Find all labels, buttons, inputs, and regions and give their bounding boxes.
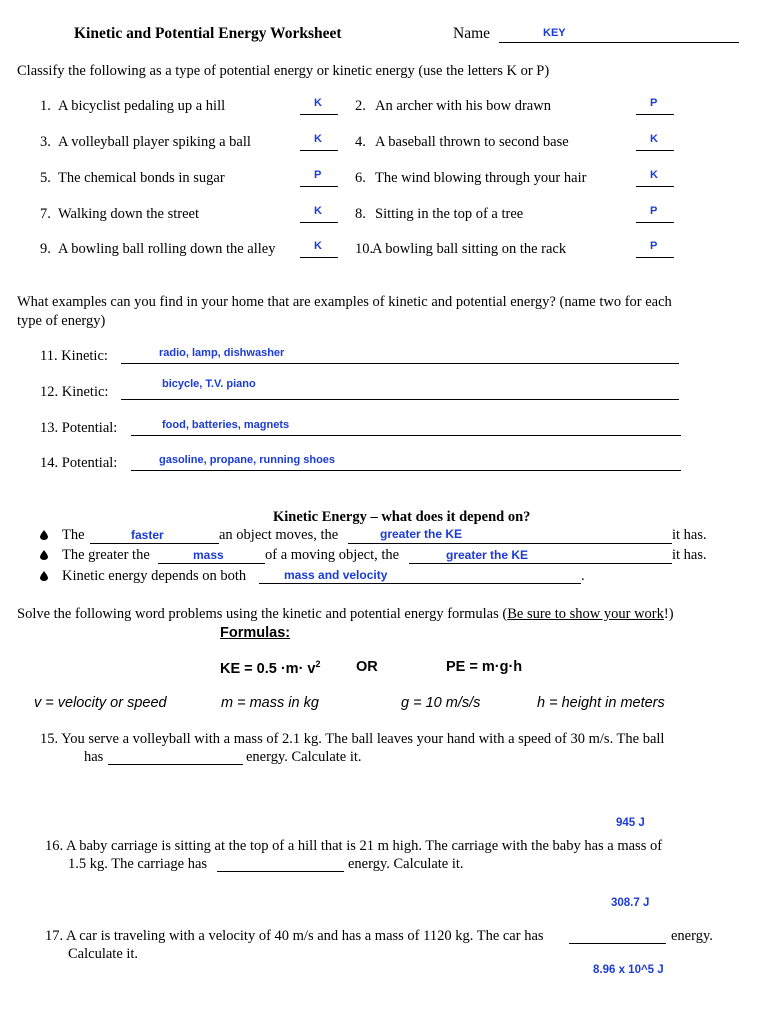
def-height: h = height in meters [537, 695, 665, 711]
item-12-answer: bicycle, T.V. piano [162, 378, 256, 390]
b2-answer2: greater the KE [446, 548, 529, 562]
classify-item-text: A bicyclist pedaling up a hill [58, 98, 226, 114]
problem-17-line1-start: 17. A car is traveling with a velocity of 40 m/s and has a mass of 1120 kg. The car has [45, 928, 544, 944]
item-14-label: 14. Potential: [40, 455, 118, 471]
bullet-icon [40, 530, 48, 540]
classify-answer: K [314, 133, 322, 145]
classify-item-number: 2. [355, 98, 366, 114]
classify-item-number: 5. [40, 170, 51, 186]
problem-15-line2-end: energy. Calculate it. [246, 749, 362, 765]
problem-17-line1-end: energy. [671, 928, 713, 944]
classify-item-text: A bowling ball sitting on the rack [372, 241, 567, 257]
pe-formula: PE = m·g·h [446, 659, 523, 675]
classify-answer-line[interactable] [636, 114, 674, 115]
classify-answer-line[interactable] [636, 222, 674, 223]
classify-item-number: 3. [40, 134, 51, 150]
bullet-icon [40, 550, 48, 560]
problem-17-answer: 8.96 x 10^5 J [593, 964, 664, 976]
problem-15-has: has [84, 749, 104, 765]
item-11-answer: radio, lamp, dishwasher [159, 347, 285, 359]
item-13-label: 13. Potential: [40, 420, 118, 436]
section4-instruction-pre: Solve the following word problems using the kinetic and potential energy formulas ( [17, 606, 508, 622]
classify-answer-line[interactable] [300, 150, 338, 151]
b2-line1[interactable] [158, 563, 265, 564]
classify-answer: K [314, 97, 322, 109]
ke-formula-text: KE = 0.5 ·m· v [220, 660, 316, 677]
classify-answer-line[interactable] [300, 186, 338, 187]
item-13-answer: food, batteries, magnets [162, 419, 290, 431]
item-14-answer: gasoline, propane, running shoes [159, 454, 336, 466]
problem-16-answer: 308.7 J [611, 897, 650, 909]
classify-answer: P [650, 240, 658, 252]
classify-item-text: A volleyball player spiking a ball [58, 134, 251, 150]
item-13-line[interactable] [131, 435, 681, 436]
formulas-heading: Formulas: [220, 625, 291, 641]
problem-16-line2-start: 1.5 kg. The carriage has [68, 856, 208, 872]
item-12-label: 12. Kinetic: [40, 384, 109, 400]
classify-answer-line[interactable] [636, 257, 674, 258]
classify-item-number: 7. [40, 206, 51, 222]
classify-answer-line[interactable] [636, 150, 674, 151]
item-14-line[interactable] [131, 470, 681, 471]
def-velocity: v = velocity or speed [34, 695, 167, 711]
classify-answer-line[interactable] [300, 114, 338, 115]
classify-item-text: An archer with his bow drawn [375, 98, 551, 114]
name-field-value: KEY [543, 27, 566, 39]
problem-16-line2-end: energy. Calculate it. [348, 856, 464, 872]
classify-answer: P [650, 97, 658, 109]
classify-answer: P [650, 205, 658, 217]
section4-instruction-post: !) [663, 606, 674, 622]
problem-17-blank[interactable] [569, 943, 666, 944]
problem-15-answer: 945 J [616, 817, 645, 829]
problem-16-blank[interactable] [217, 871, 344, 872]
item-11-line[interactable] [121, 363, 679, 364]
name-field-line[interactable] [499, 42, 739, 43]
section2-instruction-line1: What examples can you find in your home that are examples of kinetic and potential energy? (name two for each [17, 294, 672, 310]
section2-instruction-line2: type of energy) [17, 313, 106, 329]
b1-the: The [62, 527, 85, 543]
classify-answer: P [314, 169, 322, 181]
classify-item-number: 10. [355, 241, 374, 257]
b1-mid: an object moves, the [219, 527, 339, 543]
problem-15-line1: 15. You serve a volleyball with a mass of 2.1 kg. The ball leaves your hand with a speed of 30 m/s. The ball [40, 731, 665, 747]
b3-start: Kinetic energy depends on both [62, 568, 247, 584]
b1-answer1: faster [131, 528, 164, 542]
b1-line2[interactable] [348, 543, 672, 544]
classify-item-number: 6. [355, 170, 366, 186]
name-label: Name [453, 25, 491, 42]
classify-item-text: A baseball thrown to second base [375, 134, 569, 150]
classify-item-text: Walking down the street [58, 206, 199, 222]
b2-line2[interactable] [409, 563, 672, 564]
classify-answer-line[interactable] [636, 186, 674, 187]
classify-item-text: A bowling ball rolling down the alley [58, 241, 276, 257]
or-text: OR [356, 659, 378, 675]
classify-item-number: 4. [355, 134, 366, 150]
def-mass: m = mass in kg [221, 695, 319, 711]
classify-answer-line[interactable] [300, 257, 338, 258]
classify-item-number: 1. [40, 98, 51, 114]
problem-17-line2: Calculate it. [68, 946, 139, 962]
b1-end: it has. [672, 527, 707, 543]
b3-end: . [581, 568, 585, 584]
b1-line1[interactable] [90, 543, 219, 544]
item-11-label: 11. Kinetic: [40, 348, 108, 364]
section1-instruction: Classify the following as a type of potential energy or kinetic energy (use the letters K or P) [17, 63, 550, 79]
classify-answer: K [650, 133, 658, 145]
classify-item-number: 9. [40, 241, 51, 257]
def-gravity: g = 10 m/s/s [401, 695, 481, 711]
ke-formula-exponent: 2 [315, 659, 321, 669]
item-12-line[interactable] [121, 399, 679, 400]
classify-answer: K [314, 240, 322, 252]
b3-answer: mass and velocity [284, 568, 388, 582]
classify-item-number: 8. [355, 206, 366, 222]
problem-16-line1: 16. A baby carriage is sitting at the top of a hill that is 21 m high. The carriage with the baby has a mass of [45, 838, 663, 854]
bullet-icon [40, 571, 48, 581]
b3-line[interactable] [259, 583, 581, 584]
ke-formula [220, 659, 321, 677]
classify-answer-line[interactable] [300, 222, 338, 223]
classify-item-text: The chemical bonds in sugar [58, 170, 225, 186]
b2-start: The greater the [62, 547, 150, 563]
classify-item-text: The wind blowing through your hair [375, 170, 587, 186]
section4-instruction-underlined: Be sure to show your work [507, 606, 664, 622]
classify-answer: K [650, 169, 658, 181]
b2-answer1: mass [193, 548, 224, 562]
kinetic-energy-heading: Kinetic Energy – what does it depend on? [273, 509, 531, 525]
b1-answer2: greater the KE [380, 527, 463, 541]
b2-end: it has. [672, 547, 707, 563]
problem-15-blank[interactable] [108, 764, 243, 765]
section4-instruction [17, 606, 674, 623]
b2-mid: of a moving object, the [265, 547, 400, 563]
classify-answer: K [314, 205, 322, 217]
classify-item-text: Sitting in the top of a tree [375, 206, 524, 222]
worksheet-title: Kinetic and Potential Energy Worksheet [74, 25, 342, 42]
